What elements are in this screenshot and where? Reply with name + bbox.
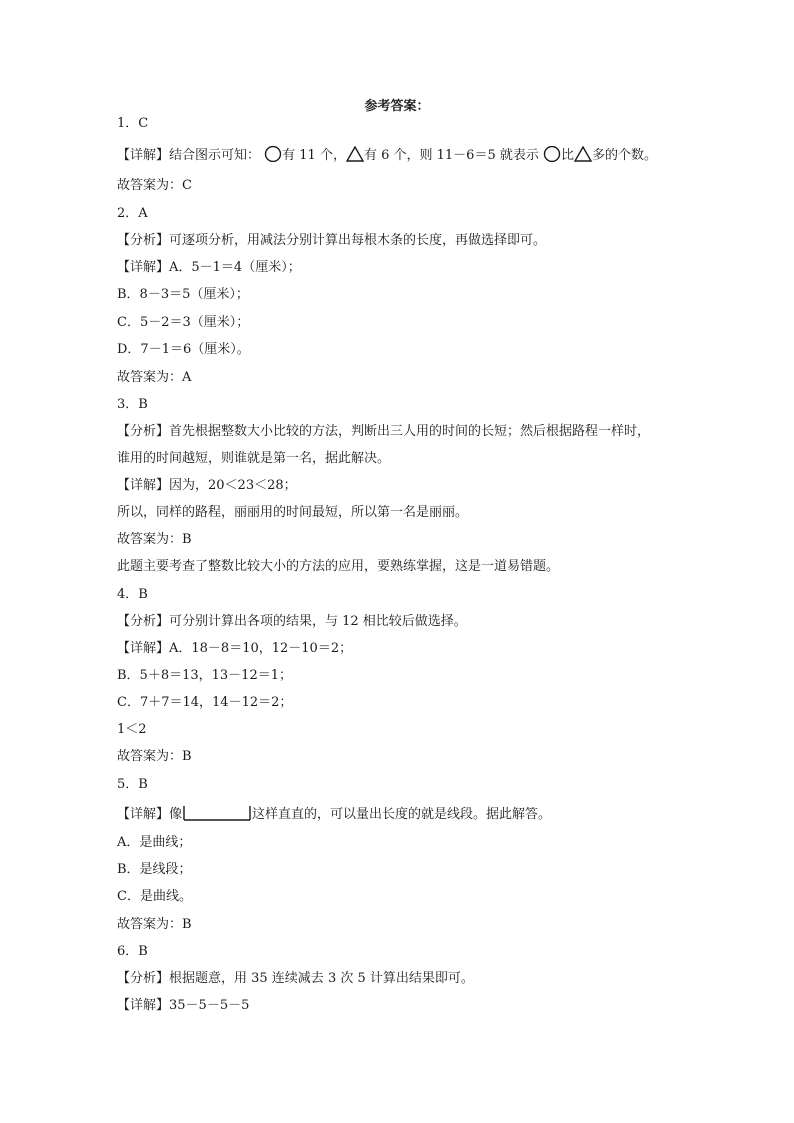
q2-analysis: 【分析】可逐项分析，用减法分别计算出每根木条的长度，再做选择即可。	[117, 233, 547, 248]
q1-detail-end: 多的个数。	[592, 148, 658, 163]
q3-detail-1: 【详解】因为，20＜23＜28；	[117, 478, 297, 493]
q3-analysis-1: 【分析】首先根据整数大小比较的方法，判断出三人用的时间的长短；然后根据路程一样时，	[117, 424, 651, 439]
q5-detail-prefix: 【详解】像	[117, 807, 183, 822]
q5-detail	[117, 804, 551, 824]
line-segment-icon	[182, 804, 252, 822]
q4-detail-c: C．7＋7＝14，14－12＝2；	[117, 695, 293, 710]
q4-final: 故答案为：B	[117, 749, 192, 764]
q3-detail-2: 所以，同样的路程，丽丽用的时间最短，所以第一名是丽丽。	[117, 505, 469, 520]
q5-final: 故答案为：B	[117, 917, 192, 932]
q1-detail-mid3: 比	[561, 148, 575, 163]
circle-icon	[264, 146, 282, 162]
triangle-icon	[574, 146, 592, 162]
q4-analysis: 【分析】可分别计算出各项的结果，与 12 相比较后做选择。	[117, 614, 467, 629]
q1-detail-mid2: 有 6 个，则 11－6＝5 就表示	[363, 148, 539, 163]
q5-detail-suffix: 这样直直的，可以量出长度的就是线段。据此解答。	[252, 807, 552, 822]
q2-detail-b: B．8－3＝5（厘米）；	[117, 287, 249, 302]
q5-option-c: C．是曲线。	[117, 889, 192, 904]
page-title: 参考答案：	[364, 99, 430, 114]
q2-detail-d: D．7－1＝6（厘米）。	[117, 342, 250, 357]
q5-option-a: A．是曲线；	[117, 835, 192, 850]
q2-detail-a: 【详解】A．5－1＝4（厘米）；	[117, 260, 301, 275]
triangle-icon	[346, 146, 364, 162]
q4-compare: 1＜2	[117, 722, 147, 737]
q2-detail-c: C．5－2＝3（厘米）；	[117, 315, 250, 330]
q1-final: 故答案为：C	[117, 178, 192, 193]
q5-answer: 5．B	[117, 777, 148, 792]
q1-answer: 1．C	[117, 116, 149, 131]
q3-analysis-2: 谁用的时间越短，则谁就是第一名，据此解决。	[117, 451, 391, 466]
q4-detail-b: B．5＋8＝13，13－12＝1；	[117, 668, 292, 683]
q1-detail-mid1: 有 11 个，	[282, 148, 346, 163]
q6-detail: 【详解】35－5－5－5	[117, 998, 250, 1013]
q6-analysis: 【分析】根据题意，用 35 连续减去 3 次 5 计算出结果即可。	[117, 971, 474, 986]
q2-answer: 2．A	[117, 206, 148, 221]
q1-detail-prefix: 【详解】结合图示可知：	[117, 148, 261, 163]
circle-icon	[543, 146, 561, 162]
q3-final: 故答案为：B	[117, 532, 192, 547]
q3-note: 此题主要考查了整数比较大小的方法的应用，要熟练掌握，这是一道易错题。	[117, 559, 560, 574]
q4-answer: 4．B	[117, 587, 148, 602]
q1-detail	[117, 146, 657, 165]
q5-option-b: B．是线段；	[117, 862, 192, 877]
q6-answer: 6．B	[117, 944, 148, 959]
q3-answer: 3．B	[117, 397, 148, 412]
q4-detail-a: 【详解】A．18－8＝10，12－10＝2；	[117, 641, 353, 656]
q2-final: 故答案为：A	[117, 370, 192, 385]
